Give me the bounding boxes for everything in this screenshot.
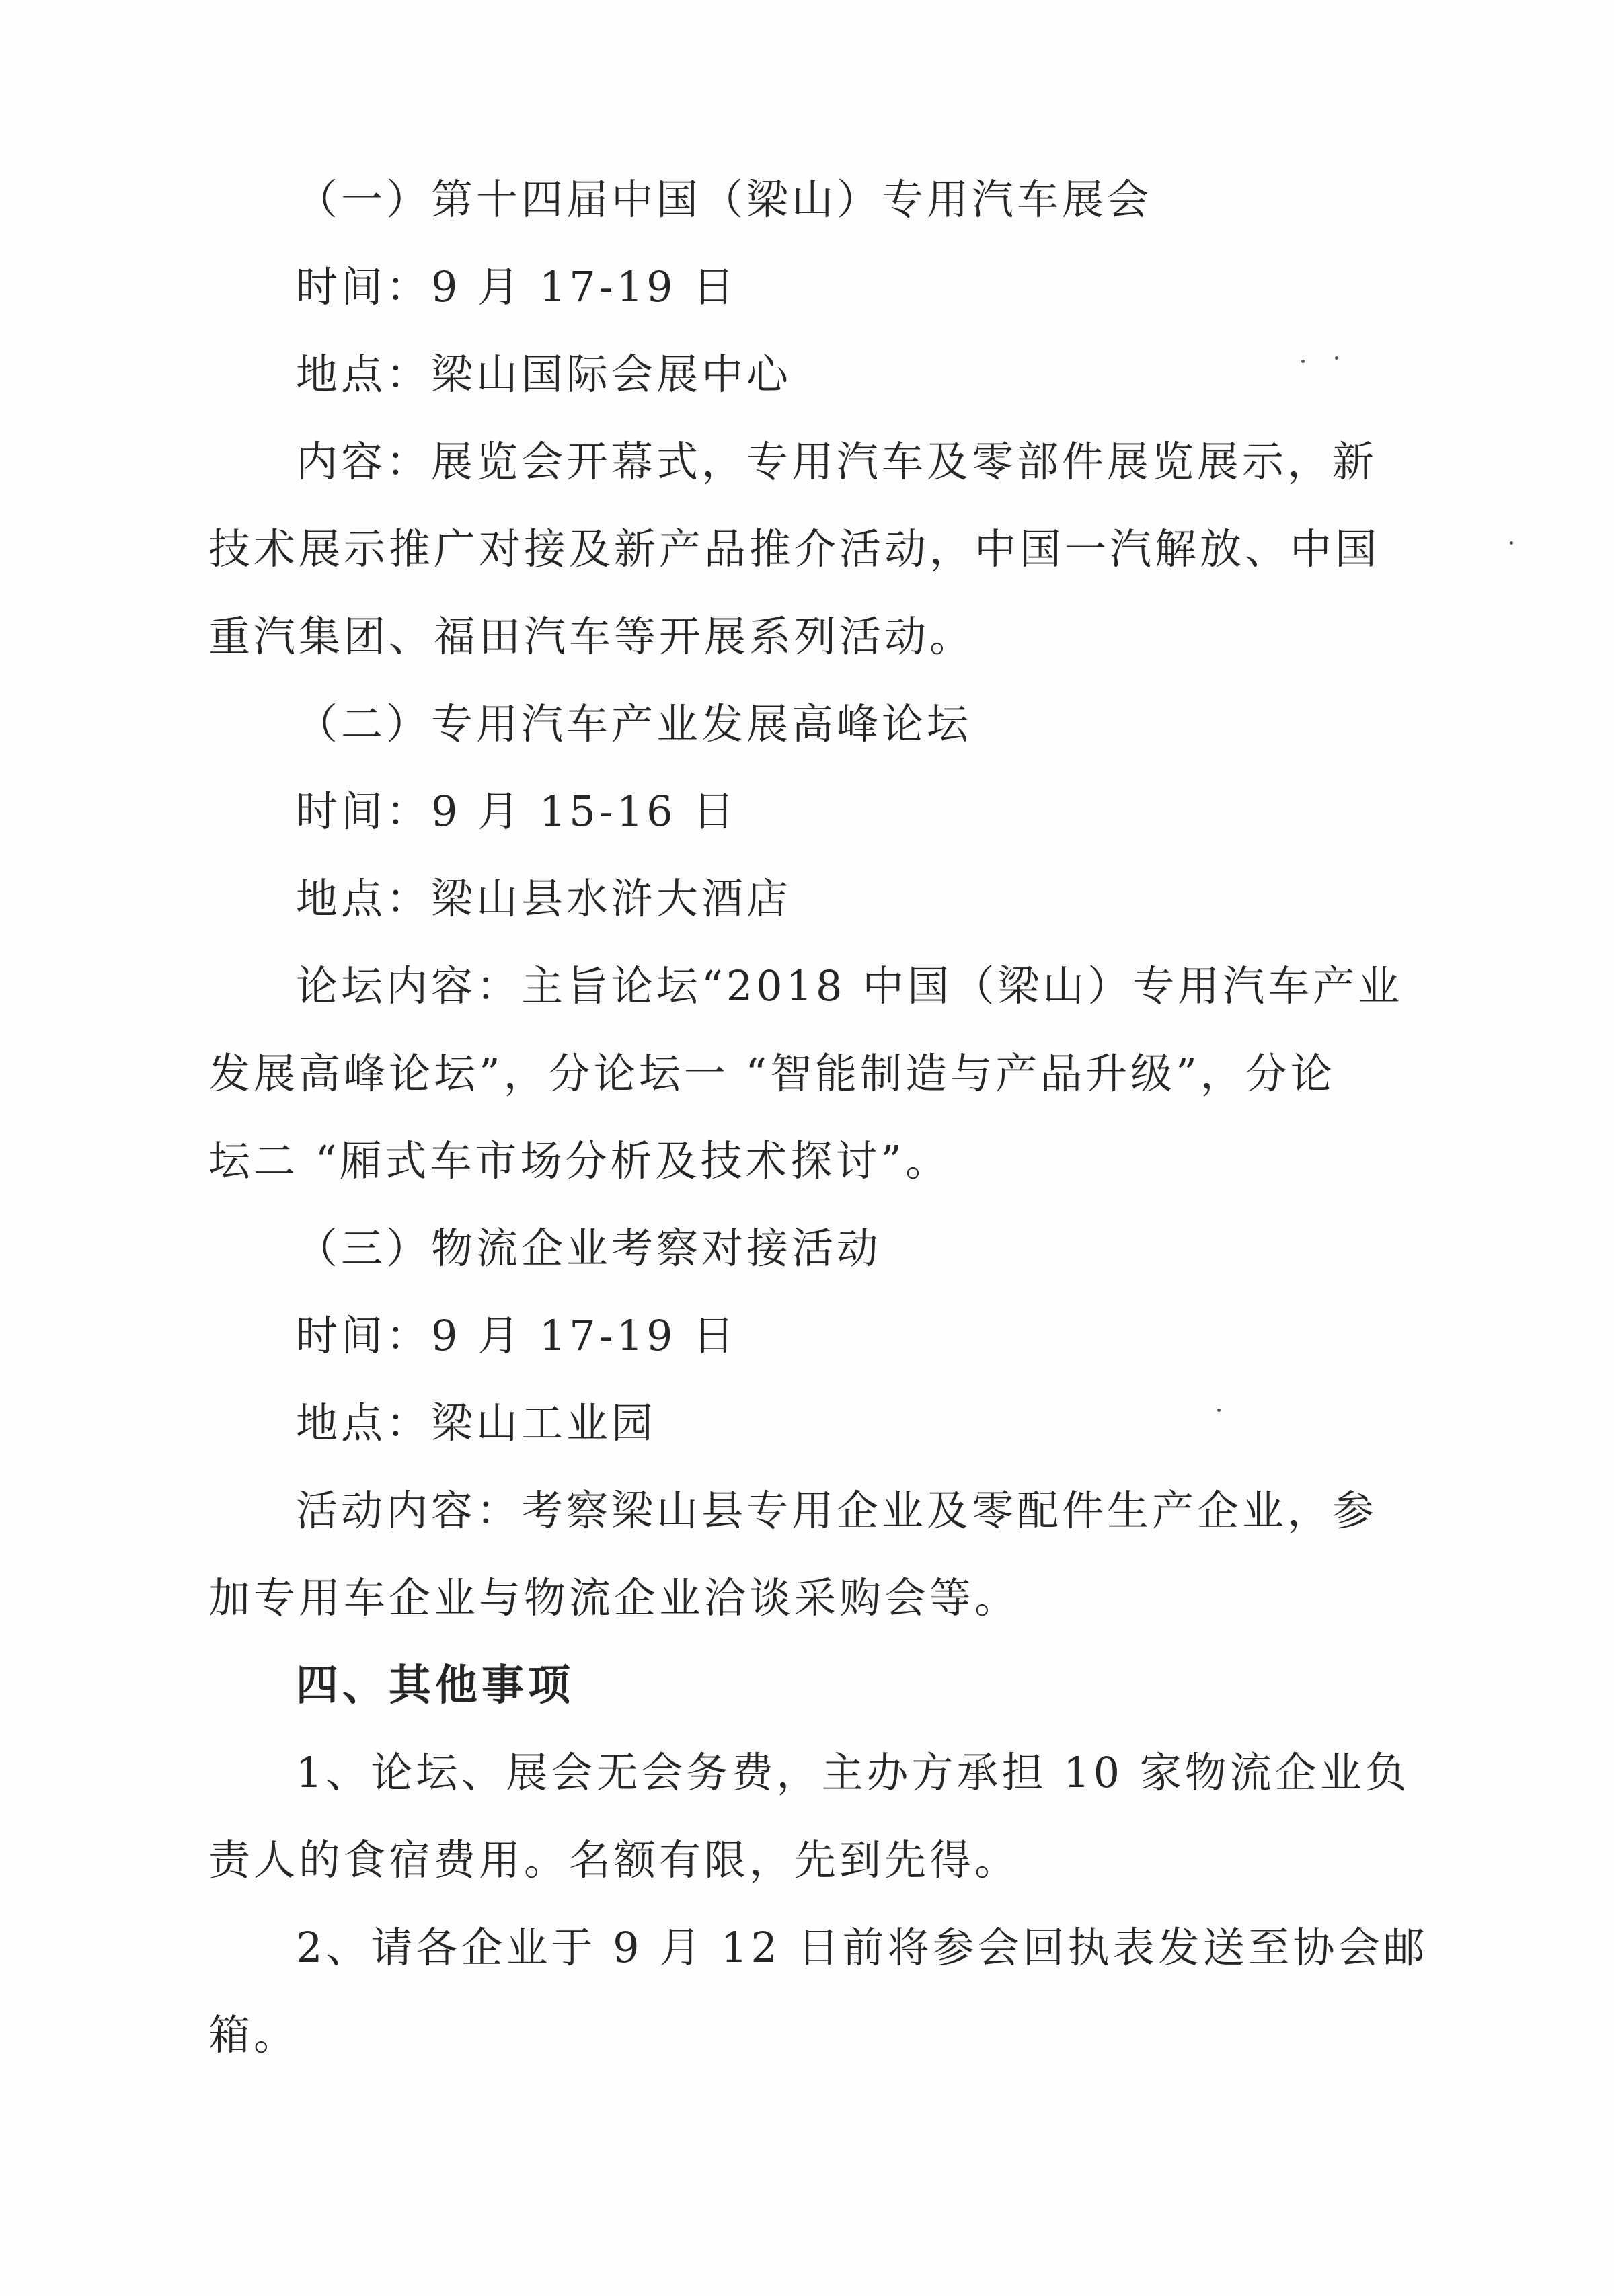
section-2-content-line: 坛二 “厢式车市场分析及技术探讨”。 [208,1136,951,1185]
section-3-content-line: 活动内容：考察梁山县专用企业及零配件生产企业，参 [296,1486,1378,1535]
section-2-place: 地点：梁山县水浒大酒店 [296,874,792,923]
section-4-item-2-line: 2、请各企业于 9 月 12 日前将参会回执表发送至协会邮 [296,1923,1428,1972]
section-4-item-2-line: 箱。 [208,2010,299,2059]
section-1-content-line: 重汽集团、福田汽车等开展系列活动。 [208,612,975,661]
section-1-title: （一）第十四届中国（梁山）专用汽车展会 [296,175,1153,224]
section-3-title: （三）物流企业考察对接活动 [296,1224,882,1273]
section-2-title: （二）专用汽车产业发展高峰论坛 [296,699,972,748]
section-3-content-line: 加专用车企业与物流企业洽谈采购会等。 [208,1573,1020,1622]
section-1-place: 地点：梁山国际会展中心 [296,350,792,399]
section-1-time: 时间：9 月 17-19 日 [296,262,738,311]
section-2-content-line: 发展高峰论坛”，分论坛一 “智能制造与产品升级”，分论 [208,1049,1336,1098]
section-4-heading: 四、其他事项 [296,1661,574,1710]
section-1-content-line: 技术展示推广对接及新产品推介活动，中国一汽解放、中国 [208,524,1381,573]
section-3-place: 地点：梁山工业园 [296,1398,657,1448]
section-2-time: 时间：9 月 15-16 日 [296,787,738,836]
section-4-item-1-line: 责人的食宿费用。名额有限，先到先得。 [208,1835,1020,1885]
document-body [208,156,1428,2079]
section-4-item-1-line: 1、论坛、展会无会务费，主办方承担 10 家物流企业负 [296,1748,1410,1797]
section-1-content-line: 内容：展览会开幕式，专用汽车及零部件展览展示，新 [296,437,1378,486]
section-2-content-line: 论坛内容：主旨论坛“2018 中国（梁山）专用汽车产业 [296,961,1404,1011]
section-3-time: 时间：9 月 17-19 日 [296,1311,738,1360]
scan-speck [1510,541,1513,545]
